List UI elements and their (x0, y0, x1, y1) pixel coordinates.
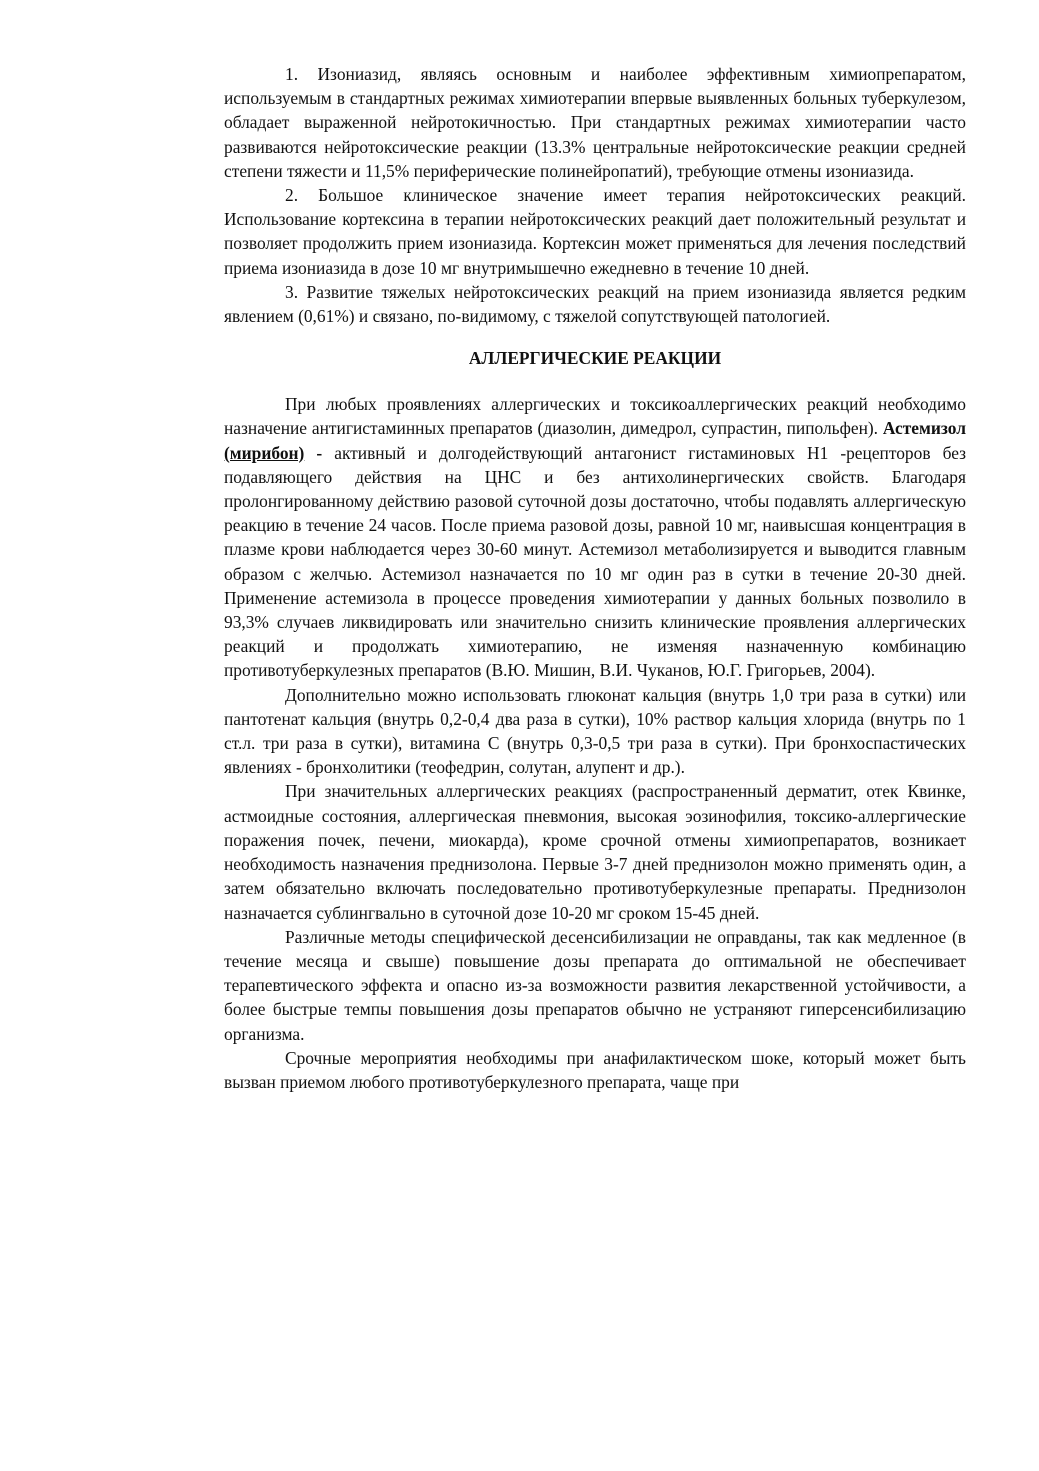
numbered-item-2: 2. Большое клиническое значение имеет терапия нейротоксических реакций. Использование кортексина в терапии нейротоксических реакций дает положительный результат и позволяет продолжить прием изониазида. Кортексин может применяться для лечения последствий приема изониазида в дозе 10 мг внутримышечно ежедневно в течение 10 дней. (224, 185, 966, 278)
section-title: АЛЛЕРГИЧЕСКИЕ РЕАКЦИИ (468, 348, 722, 369)
paragraph-rest: активный и долгодействующий антагонист гистаминовых Н1 -рецепторов без подавляющего действия на ЦНС и без антихолинергических свойств. Благодаря пролонгированному действию разовой суточной дозы достаточно, чтобы подавлять аллергическую реакцию в течение 24 часов. После приема разовой дозы, равной 10 мг, наивысшая концентрация в плазме крови наблюдается через 30-60 минут. Астемизол метаболизируется и выводится главным образом с желчью. Астемизол назначается по 10 мг один раз в сутки в течение 20-30 дней. Применение астемизола в процессе проведения химиотерапии у данных больных позволило в 93,3% случаев ликвидировать или значительно снизить клинические проявления аллергических реакций и продолжать химиотерапию, не изменяя назначенную комбинацию противотуберкулезных препаратов (В.Ю. Мишин, В.И. Чуканов, Ю.Г. Григорьев, 2004). (224, 442, 966, 681)
paragraph-intro: При любых проявлениях аллергических и токсикоаллергических реакций необходимо назначение антигистаминных препаратов (диазолин, димедрол, супрастин, пипольфен). (224, 394, 966, 439)
paragraph-prednisolone: При значительных аллергических реакциях (распространенный дерматит, отек Квинке, астмоидные состояния, аллергическая пневмония, высокая эозинофилия, токсико-аллергические поражения почек, печени, миокарда), кроме срочной отмены химиопрепаратов, возникает необходимость назначения преднизолона. Первые 3-7 дней преднизолон можно применять один, а затем обязательно включать последовательно противотуберкулезные препараты. Преднизолон назначается сублингвально в суточной дозе 10-20 мг сроком 15-45 дней. (224, 781, 966, 923)
drug-dash: - (304, 442, 323, 463)
paragraph-antihistamines (224, 392, 966, 682)
drug-name: Астемизол (882, 418, 966, 439)
paragraph-calcium: Дополнительно можно использовать глюконат кальция (внутрь 1,0 три раза в сутки) или пантотенат кальция (внутрь 0,2-0,4 два раза в сутки), 10% раствор кальция хлорида (внутрь по 1 ст.л. три раза в сутки), витамина С (внутрь 0,3-0,5 три раза в сутки). При бронхоспастических явлениях - бронхолитики (теофедрин, солутан, алупент и др.). (224, 684, 966, 778)
document-page (224, 62, 966, 1094)
paragraph-anaphylactic-shock: Срочные мероприятия необходимы при анафилактическом шоке, который может быть вызван приемом любого противотуберкулезного препарата, чаще при (224, 1047, 966, 1092)
paragraph-desensitization: Различные методы специфической десенсибилизации не оправданы, так как медленное (в течение месяца и свыше) повышение дозы препарата до оптимальной не обеспечивает терапевтического эффекта и опасно из-за возможности развития лекарственной устойчивости, а более быстрые темпы повышения дозы препаратов обычно не устраняют гиперсенсибилизацию организма. (224, 926, 966, 1044)
numbered-item-3: 3. Развитие тяжелых нейротоксических реакций на прием изониазида является редким явлением (0,61%) и связано, по-видимому, с тяжелой сопутствующей патологией. (224, 281, 966, 327)
drug-alt-name: (мирибон) (224, 442, 305, 463)
numbered-item-1: 1. Изониазид, являясь основным и наиболее эффективным химиопрепаратом, используемым в стандартных режимах химиотерапии впервые выявленных больных туберкулезом, обладает выраженной нейротокичностью. При стандартных режимах химиотерапии часто развиваются нейротоксические реакции (13.3% центральные нейротоксические реакции средней степени тяжести и 11,5% периферические полинейропатий), требующие отмены изониазида. (224, 64, 966, 181)
